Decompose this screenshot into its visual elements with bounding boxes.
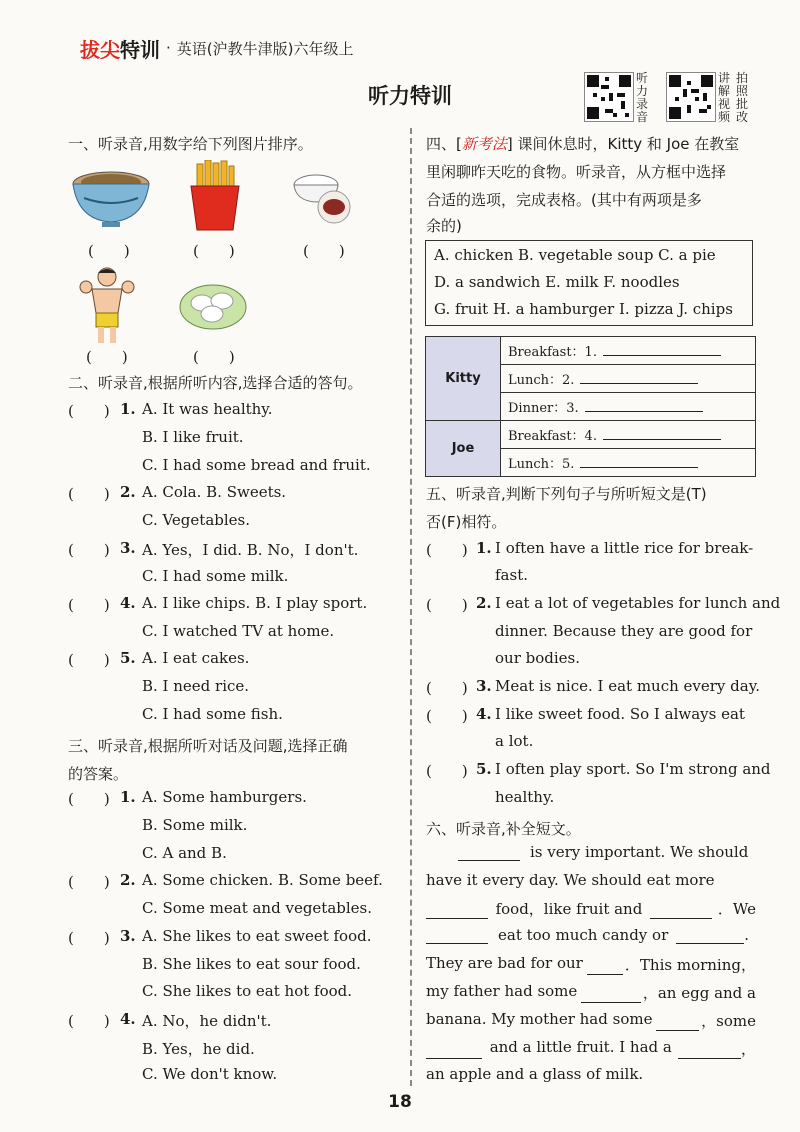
options-box (425, 240, 753, 326)
qr-code-listening[interactable] (584, 72, 634, 122)
option-line: A. I eat cakes. (142, 649, 250, 667)
answer-paren[interactable]: ( ) (426, 679, 468, 697)
answer-paren[interactable]: ( ) (68, 1012, 110, 1030)
section5-heading: 五、听录音,判断下列句子与所听短文是(T) (426, 485, 707, 503)
options-row: G. fruit H. a hamburger I. pizza J. chips (434, 300, 733, 318)
kitty-cell: Kitty (426, 337, 501, 421)
option-line: A. She likes to eat sweet food. (142, 927, 372, 945)
statement-line: I like sweet food. So I always eat (495, 705, 745, 723)
option-line: C. I had some bread and fruit. (142, 456, 371, 474)
blank[interactable] (426, 1038, 482, 1059)
option-line: B. Yes，he did. (142, 1040, 255, 1058)
statement-line: I often play sport. So I'm strong and (495, 760, 771, 778)
table-cell[interactable]: Breakfast：4. (501, 421, 756, 449)
meal-table (425, 336, 756, 477)
section2-heading: 二、听录音,根据所听内容,选择合适的答句。 (68, 374, 363, 392)
options-row: A. chicken B. vegetable soup C. a pie (434, 246, 716, 264)
answer-paren[interactable]: ( ) (68, 929, 110, 947)
statement-line: I often have a little rice for break- (495, 539, 754, 557)
table-row (426, 337, 756, 365)
question-number: 4. (120, 594, 136, 612)
question-number: 3. (476, 677, 492, 695)
section3-heading: 三、听录音,根据所听对话及问题,选择正确 (68, 737, 348, 755)
answer-paren-2[interactable]: ( ) (193, 242, 235, 260)
table-cell[interactable]: Dinner：3. (501, 393, 756, 421)
answer-paren[interactable]: ( ) (426, 541, 468, 559)
option-line: C. We don't know. (142, 1065, 278, 1083)
option-line: C. Some meat and vegetables. (142, 899, 373, 917)
question-number: 4. (120, 1010, 136, 1028)
statement-line: our bodies. (495, 649, 581, 667)
answer-paren[interactable]: ( ) (68, 485, 110, 503)
statement-line: fast. (495, 566, 528, 584)
option-line: A. No，he didn't. (142, 1012, 272, 1030)
joe-cell: Joe (426, 421, 501, 477)
option-line: A. I like chips. B. I play sport. (142, 594, 368, 612)
table-cell[interactable]: Lunch：2. (501, 365, 756, 393)
statement-line: dinner. Because they are good for (495, 622, 753, 640)
answer-paren[interactable]: ( ) (68, 873, 110, 891)
page-number: 18 (388, 1092, 412, 1112)
qr-code-video[interactable] (666, 72, 716, 122)
blank[interactable] (426, 898, 488, 919)
option-line: B. I need rice. (142, 677, 250, 695)
blank[interactable] (458, 843, 520, 861)
question-number: 5. (476, 760, 492, 778)
option-line: C. I had some fish. (142, 705, 283, 723)
section4-heading-line2: 里闲聊昨天吃的食物。听录音，从方框中选择 (426, 163, 727, 181)
header-subtitle: 英语(沪教牛津版)六年级上 (176, 39, 354, 58)
chips-icon (185, 160, 245, 236)
table-cell[interactable]: Lunch：5. (501, 449, 756, 477)
brand-black: 特训 (120, 37, 160, 62)
section4-heading-line3: 合适的选项，完成表格。(其中有两项是多 (426, 191, 702, 209)
table-row (426, 421, 756, 449)
question-number: 2. (120, 871, 136, 889)
option-line: C. I had some milk. (142, 567, 289, 585)
option-line: A. Some chicken. B. Some beef. (142, 871, 383, 889)
blank[interactable] (581, 982, 641, 1003)
option-line: A. Yes，I did. B. No，I don't. (142, 541, 359, 559)
question-number: 1. (476, 539, 492, 557)
section4-heading: 四、[新考法] 课间休息时，Kitty 和 Joe 在教室 (426, 135, 740, 153)
qr-label-listening: 听 力 录 音 (636, 71, 649, 124)
options-row: D. a sandwich E. milk F. noodles (434, 273, 680, 291)
page-header (80, 34, 354, 62)
section6-heading: 六、听录音,补全短文。 (426, 820, 581, 838)
option-line: C. She likes to eat hot food. (142, 982, 352, 1000)
blank[interactable] (678, 1038, 741, 1059)
answer-paren-5[interactable]: ( ) (193, 348, 235, 366)
option-line: B. I like fruit. (142, 428, 244, 446)
statement-line: healthy. (495, 788, 555, 806)
column-divider (410, 128, 412, 1086)
option-line: B. She likes to eat sour food. (142, 955, 361, 973)
option-line: C. I watched TV at home. (142, 622, 335, 640)
answer-paren[interactable]: ( ) (68, 596, 110, 614)
question-number: 3. (120, 927, 136, 945)
blank[interactable] (676, 926, 744, 944)
statement-line: I eat a lot of vegetables for lunch and (495, 594, 781, 612)
answer-paren[interactable]: ( ) (426, 596, 468, 614)
blank[interactable] (426, 926, 488, 944)
answer-paren[interactable]: ( ) (68, 651, 110, 669)
option-line: A. Cola. B. Sweets. (142, 483, 287, 501)
new-method-tag: 新考法 (461, 135, 507, 153)
question-number: 4. (476, 705, 492, 723)
qr-label-correct: 拍 照 批 改 (736, 71, 749, 124)
header-dot: · (166, 39, 171, 57)
question-number: 1. (120, 400, 136, 418)
option-line: C. Vegetables. (142, 511, 251, 529)
question-number: 2. (120, 483, 136, 501)
answer-paren-1[interactable]: ( ) (88, 242, 130, 260)
noodles-bowl-icon (70, 168, 152, 232)
section4-heading-line4: 余的) (426, 217, 462, 235)
question-number: 5. (120, 649, 136, 667)
rice-and-meat-icon (290, 165, 356, 229)
section1-heading: 一、听录音,用数字给下列图片排序。 (68, 135, 313, 153)
question-number: 1. (120, 788, 136, 806)
statement-line: Meat is nice. I eat much every day. (495, 677, 760, 695)
blank[interactable] (650, 898, 712, 919)
table-cell[interactable]: Breakfast：1. (501, 337, 756, 365)
question-number: 3. (120, 539, 136, 557)
brand-red: 拔尖 (80, 37, 120, 62)
option-line: B. Some milk. (142, 816, 248, 834)
option-line: A. It was healthy. (142, 400, 273, 418)
answer-paren[interactable]: ( ) (68, 790, 110, 808)
dumplings-icon (178, 277, 248, 337)
answer-paren[interactable]: ( ) (426, 707, 468, 725)
question-number: 2. (476, 594, 492, 612)
section3-heading-cont: 的答案。 (68, 765, 129, 783)
answer-paren[interactable]: ( ) (426, 762, 468, 780)
blank[interactable] (587, 954, 623, 975)
option-line: A. Some hamburgers. (142, 788, 307, 806)
answer-paren-4[interactable]: ( ) (86, 348, 128, 366)
statement-line: a lot. (495, 732, 534, 750)
answer-paren[interactable]: ( ) (68, 541, 110, 559)
strong-boy-icon (78, 265, 136, 349)
answer-paren-3[interactable]: ( ) (303, 242, 345, 260)
option-line: C. A and B. (142, 844, 227, 862)
page-title: 听力特训 (368, 84, 452, 108)
answer-paren[interactable]: ( ) (68, 402, 110, 420)
qr-label-video: 讲 解 视 频 (718, 71, 731, 124)
section5-heading-cont: 否(F)相符。 (426, 513, 507, 531)
blank[interactable] (656, 1010, 699, 1031)
